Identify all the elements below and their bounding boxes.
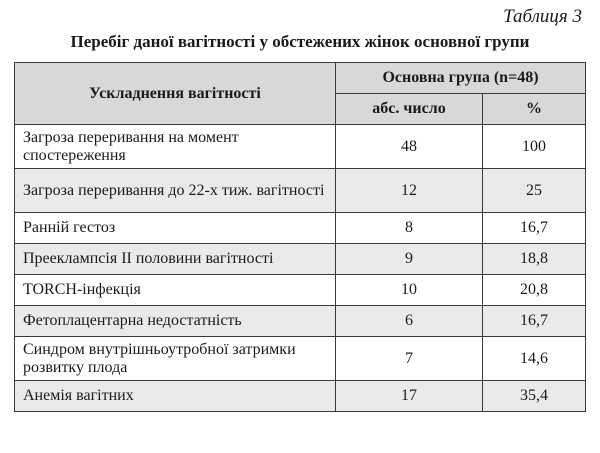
table-row [15, 213, 586, 244]
row-pct: 14,6 [483, 337, 586, 381]
row-pct: 35,4 [483, 381, 586, 412]
column-header-abs: абс. число [336, 94, 483, 125]
row-pct: 20,8 [483, 275, 586, 306]
row-abs: 7 [336, 337, 483, 381]
row-name: Фетоплацентарна недостатність [15, 306, 336, 337]
row-name: Ранній гестоз [15, 213, 336, 244]
table-row [15, 169, 586, 213]
table-number: Таблиця 3 [503, 6, 582, 27]
row-pct: 16,7 [483, 306, 586, 337]
row-abs: 8 [336, 213, 483, 244]
row-name: Загроза переривання на момент спостереження [15, 125, 336, 169]
row-pct: 18,8 [483, 244, 586, 275]
row-pct: 16,7 [483, 213, 586, 244]
table-row [15, 275, 586, 306]
row-abs: 48 [336, 125, 483, 169]
column-header-pct: % [483, 94, 586, 125]
row-abs: 10 [336, 275, 483, 306]
row-abs: 17 [336, 381, 483, 412]
table-row [15, 244, 586, 275]
column-header-complications: Ускладнення вагітності [15, 63, 336, 125]
row-name: Загроза переривання до 22-х тиж. вагітності [15, 169, 336, 213]
column-header-main-group: Основна група (n=48) [336, 63, 586, 94]
table-row [15, 337, 586, 381]
row-name: Анемія вагітних [15, 381, 336, 412]
row-pct: 100 [483, 125, 586, 169]
row-name: Прееклампсія II половини вагітності [15, 244, 336, 275]
row-name: TORCH-інфекція [15, 275, 336, 306]
row-name: Синдром внутрішньоутробної затримки розвитку плода [15, 337, 336, 381]
row-pct: 25 [483, 169, 586, 213]
row-abs: 12 [336, 169, 483, 213]
row-abs: 6 [336, 306, 483, 337]
table-row [15, 381, 586, 412]
table-title: Перебіг даної вагітності у обстежених жінок основної групи [70, 32, 530, 51]
table-row [15, 125, 586, 169]
complications-table [14, 62, 586, 412]
row-abs: 9 [336, 244, 483, 275]
table-row [15, 306, 586, 337]
